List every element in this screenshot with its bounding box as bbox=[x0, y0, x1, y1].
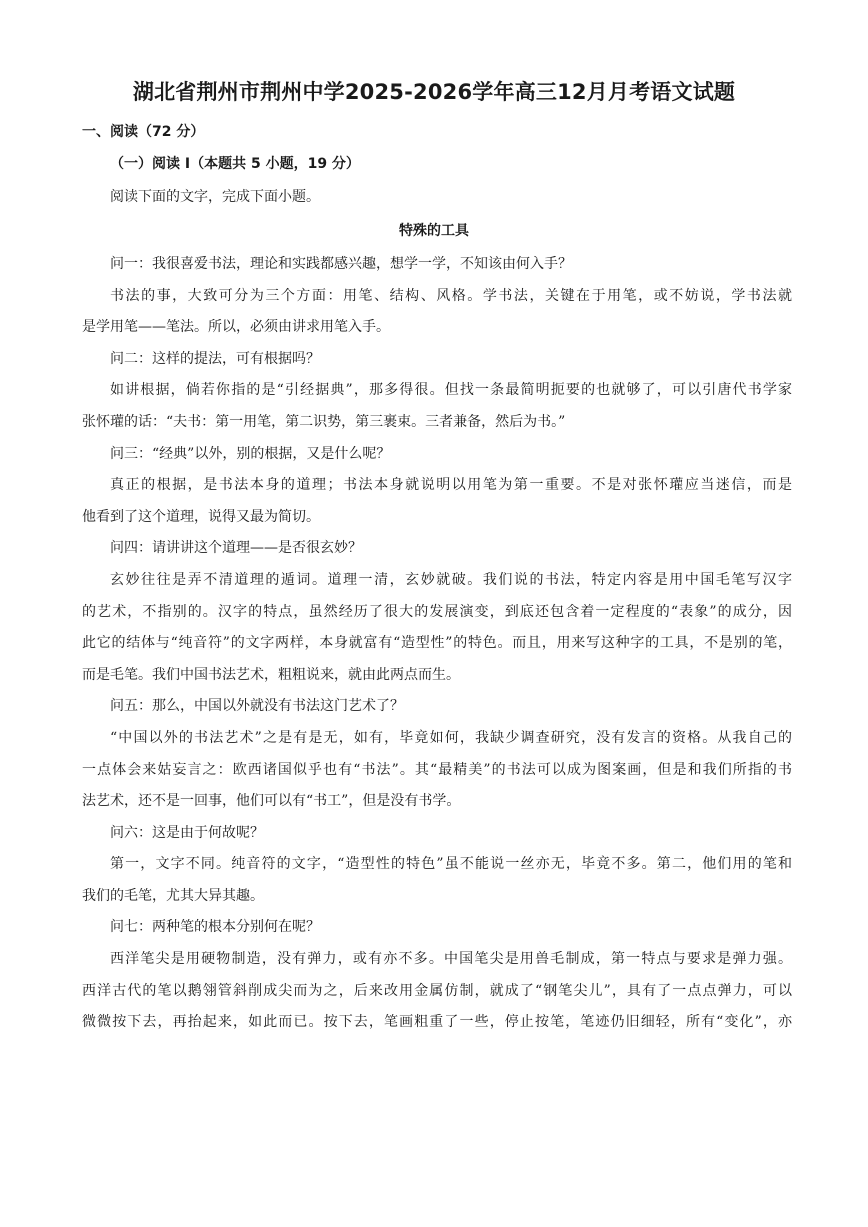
article-line: 真正的根据，是书法本身的道理；书法本身就说明以用笔为第一重要。不是对张怀瓘应当迷信，而是 bbox=[110, 477, 792, 494]
article-line: 此它的结体与“纯音符”的文字两样，本身就富有“造型性”的特色。而且，用来写这种字的工具，不是别的笔， bbox=[82, 635, 792, 652]
article-line: “中国以外的书法艺术”之是有是无，如有，毕竟如何，我缺少调查研究，没有发言的资格。从我自己的 bbox=[110, 729, 792, 746]
article-title: 特殊的工具 bbox=[399, 223, 469, 239]
article-line: 他看到了这个道理，说得又最为简切。 bbox=[82, 508, 320, 525]
document-title: 湖北省荆州市荆州中学2025-2026学年高三12月月考语文试题 bbox=[132, 80, 736, 104]
article-line: 问四：请讲讲这个道理——是否很玄妙？ bbox=[110, 540, 362, 557]
article-line: 我们的毛笔，尤其大异其趣。 bbox=[82, 887, 264, 904]
article-line: 一点体会来姑妄言之：欧西诸国似乎也有“书法”。其“最精美”的书法可以成为图案画，但是和我们所指的书 bbox=[82, 761, 792, 778]
article-line: 法艺术，还不是一回事，他们可以有“书工”，但是没有书学。 bbox=[82, 793, 461, 810]
article-line: 玄妙往往是弄不清道理的遁词。道理一清，玄妙就破。我们说的书法，特定内容是用中国毛笔写汉字 bbox=[110, 571, 792, 588]
article-line: 第一，文字不同。纯音符的文字，“造型性的特色”虽不能说一丝亦无，毕竟不多。第二，他们用的笔和 bbox=[110, 856, 792, 873]
article-line: 问三：“经典”以外，别的根据，又是什么呢？ bbox=[110, 445, 391, 462]
section-heading: 一、阅读（72 分） bbox=[82, 124, 205, 140]
article-line: 问五：那么，中国以外就没有书法这门艺术了？ bbox=[110, 698, 404, 715]
article-line: 问七：两种笔的根本分别何在呢？ bbox=[110, 919, 320, 936]
subsection-heading: （一）阅读 I（本题共 5 小题，19 分） bbox=[110, 156, 360, 172]
article-line: 书法的事，大致可分为三个方面：用笔、结构、风格。学书法，关键在于用笔，或不妨说，学书法就 bbox=[110, 287, 792, 304]
article-line: 问一：我很喜爱书法，理论和实践都感兴趣，想学一学，不知该由何入手？ bbox=[110, 256, 572, 272]
article-line: 而是毛笔。我们中国书法艺术，粗粗说来，就由此两点而生。 bbox=[82, 666, 460, 683]
article-line: 问六：这是由于何故呢？ bbox=[110, 824, 264, 841]
article-line: 张怀瓘的话：“夫书：第一用笔，第二识势，第三裹束。三者兼备，然后为书。” bbox=[82, 413, 566, 430]
article-line: 西洋古代的笔以鹅翎管斜削成尖而为之，后来改用金属仿制，就成了“钢笔尖儿”，具有了一点点弹力，可以 bbox=[82, 982, 792, 999]
article-line: 问二：这样的提法，可有根据吗？ bbox=[110, 350, 320, 367]
article-line: 是学用笔——笔法。所以，必须由讲求用笔入手。 bbox=[82, 319, 390, 336]
article-line: 微微按下去，再抬起来，如此而已。按下去，笔画粗重了一些，停止按笔，笔迹仍旧细轻，所有“变化”，亦 bbox=[82, 1014, 792, 1031]
article-line: 的艺术，不指别的。汉字的特点，虽然经历了很大的发展演变，到底还包含着一定程度的“表象”的成分，因 bbox=[82, 603, 792, 620]
reading-instruction: 阅读下面的文字，完成下面小题。 bbox=[110, 189, 320, 205]
article-line: 如讲根据，倘若你指的是“引经据典”，那多得很。但找一条最简明扼要的也就够了，可以引唐代书学家 bbox=[110, 382, 792, 399]
article-line: 西洋笔尖是用硬物制造，没有弹力，或有亦不多。中国笔尖是用兽毛制成，第一特点与要求是弹力强。 bbox=[110, 951, 792, 968]
article-body bbox=[82, 253, 792, 1043]
